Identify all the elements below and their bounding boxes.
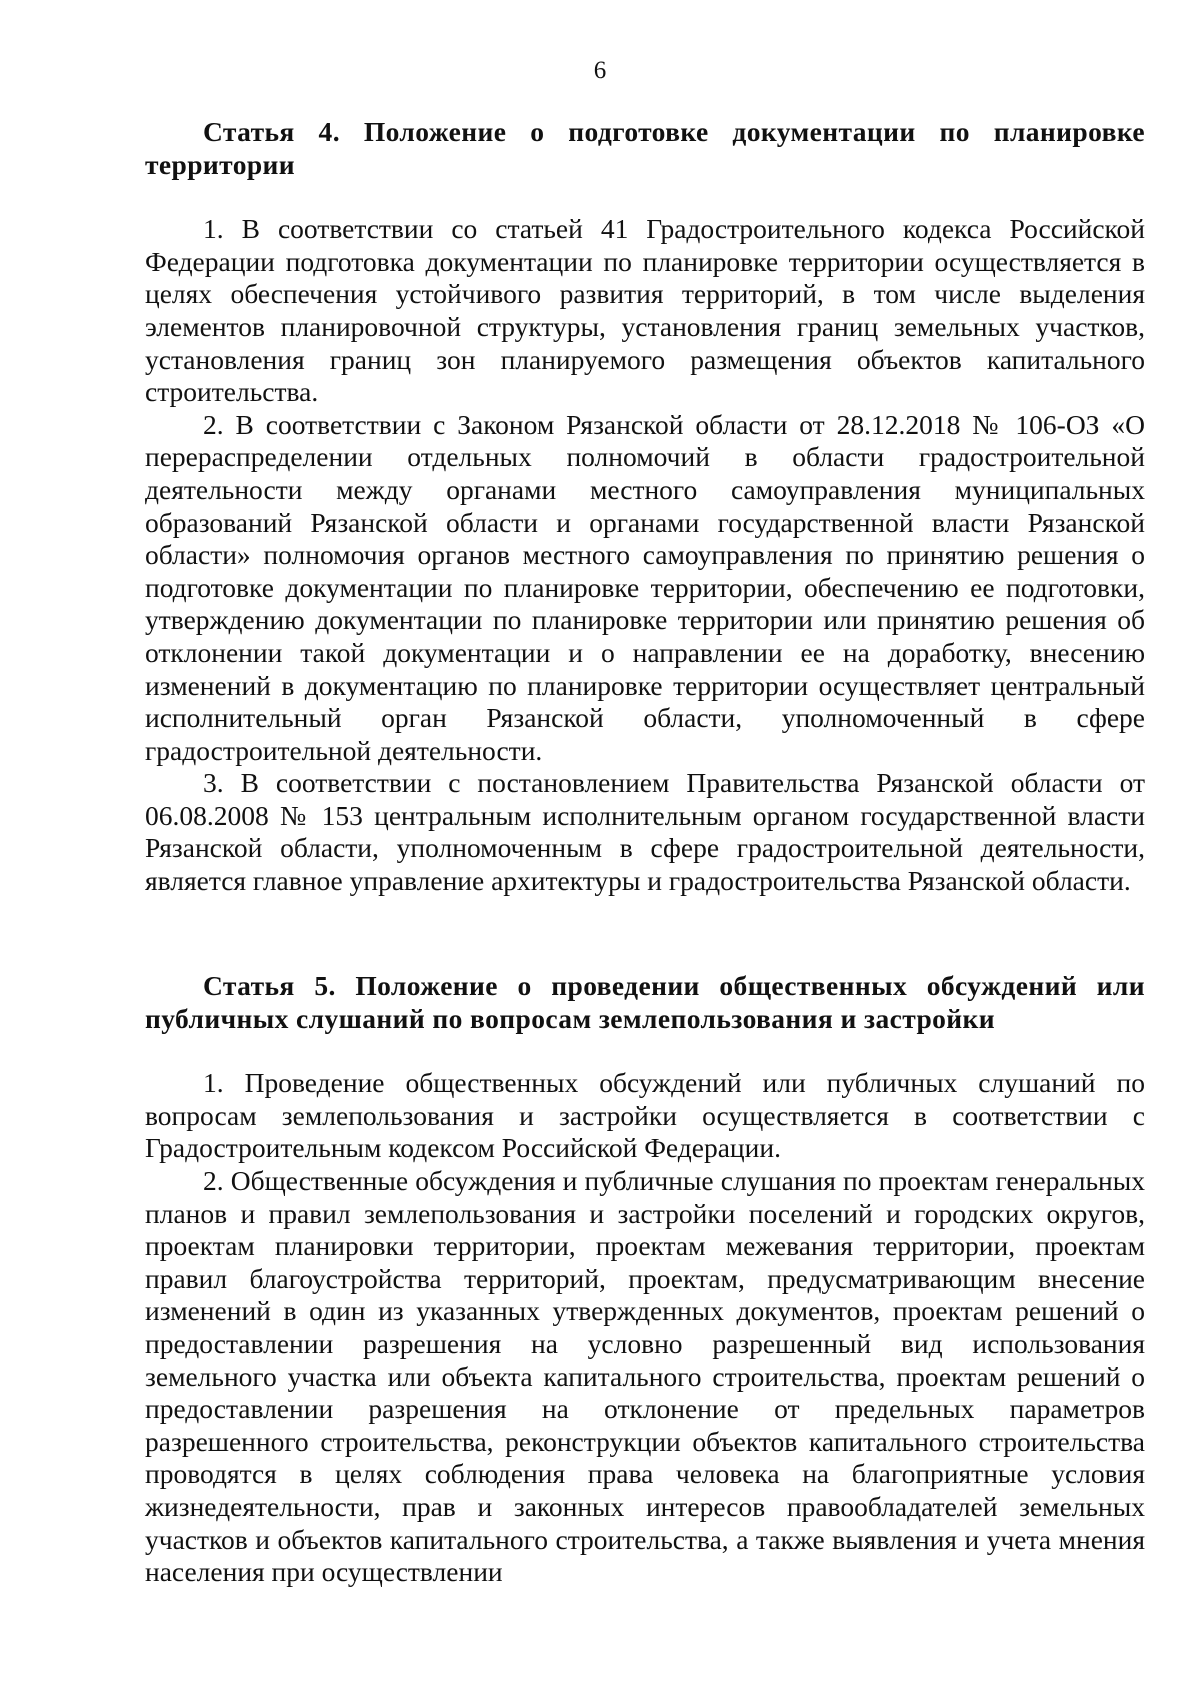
- article-4-paragraph-3: 3. В соответствии с постановлением Правительства Рязанской области от 06.08.2008 № 153 центральным исполнительным органом государственной власти Рязанской области, уполномоченным в сфере градостроительной деятельности, является главное управление архитектуры и градостроительства Рязанской области.: [145, 767, 1145, 897]
- article-5-section: [145, 970, 1145, 1589]
- spacer: [145, 1035, 1145, 1067]
- article-4-paragraph-1: 1. В соответствии со статьей 41 Градостроительного кодекса Российской Федерации подготовка документации по планировке территории осуществляется в целях обеспечения устойчивого развития территорий, в том числе выделения элементов планировочной структуры, установления границ земельных участков, установления границ зон планируемого размещения объектов капитального строительства.: [145, 213, 1145, 408]
- article-4-section: [145, 116, 1145, 898]
- article-4-paragraph-2: 2. В соответствии с Законом Рязанской области от 28.12.2018 № 106-ОЗ «О перераспределении отдельных полномочий в области градостроительной деятельности между органами местного самоуправления муниципальных образований Рязанской области и органами государственной власти Рязанской области» полномочия органов местного самоуправления по принятию решения о подготовке документации по планировке территории, обеспечению ее подготовки, утверждению документации по планировке территории или принятию решения об отклонении такой документации и о направлении ее на доработку, внесению изменений в документацию по планировке территории осуществляет центральный исполнительный орган Рязанской области, уполномоченный в сфере градостроительной деятельности.: [145, 408, 1145, 766]
- article-5-paragraph-1: 1. Проведение общественных обсуждений или публичных слушаний по вопросам землепользования и застройки осуществляется в соответствии с Градостроительным кодексом Российской Федерации.: [145, 1067, 1145, 1164]
- page-number: 6: [593, 57, 607, 84]
- article-5-paragraph-2: 2. Общественные обсуждения и публичные слушания по проектам генеральных планов и правил землепользования и застройки поселений и городских округов, проектам планировки территории, проектам межевания территории, проектам правил благоустройства территорий, проектам, предусматривающим внесение изменений в один из указанных утвержденных документов, проектам решений о предоставлении разрешения на условно разрешенный вид использования земельного участка или объекта капитального строительства, проектам решений о предоставлении разрешения на отклонение от предельных параметров разрешенного строительства, реконструкции объектов капитального строительства проводятся в целях соблюдения права человека на благоприятные условия жизнедеятельности, прав и законных интересов правообладателей земельных участков и объектов капитального строительства, а также выявления и учета мнения населения при осуществлении: [145, 1164, 1145, 1588]
- article-4-heading: Статья 4. Положение о подготовке документации по планировке территории: [145, 116, 1145, 180]
- article-5-heading: Статья 5. Положение о проведении общественных обсуждений или публичных слушаний по вопросам землепользования и застройки: [145, 970, 1145, 1034]
- spacer: [145, 181, 1145, 213]
